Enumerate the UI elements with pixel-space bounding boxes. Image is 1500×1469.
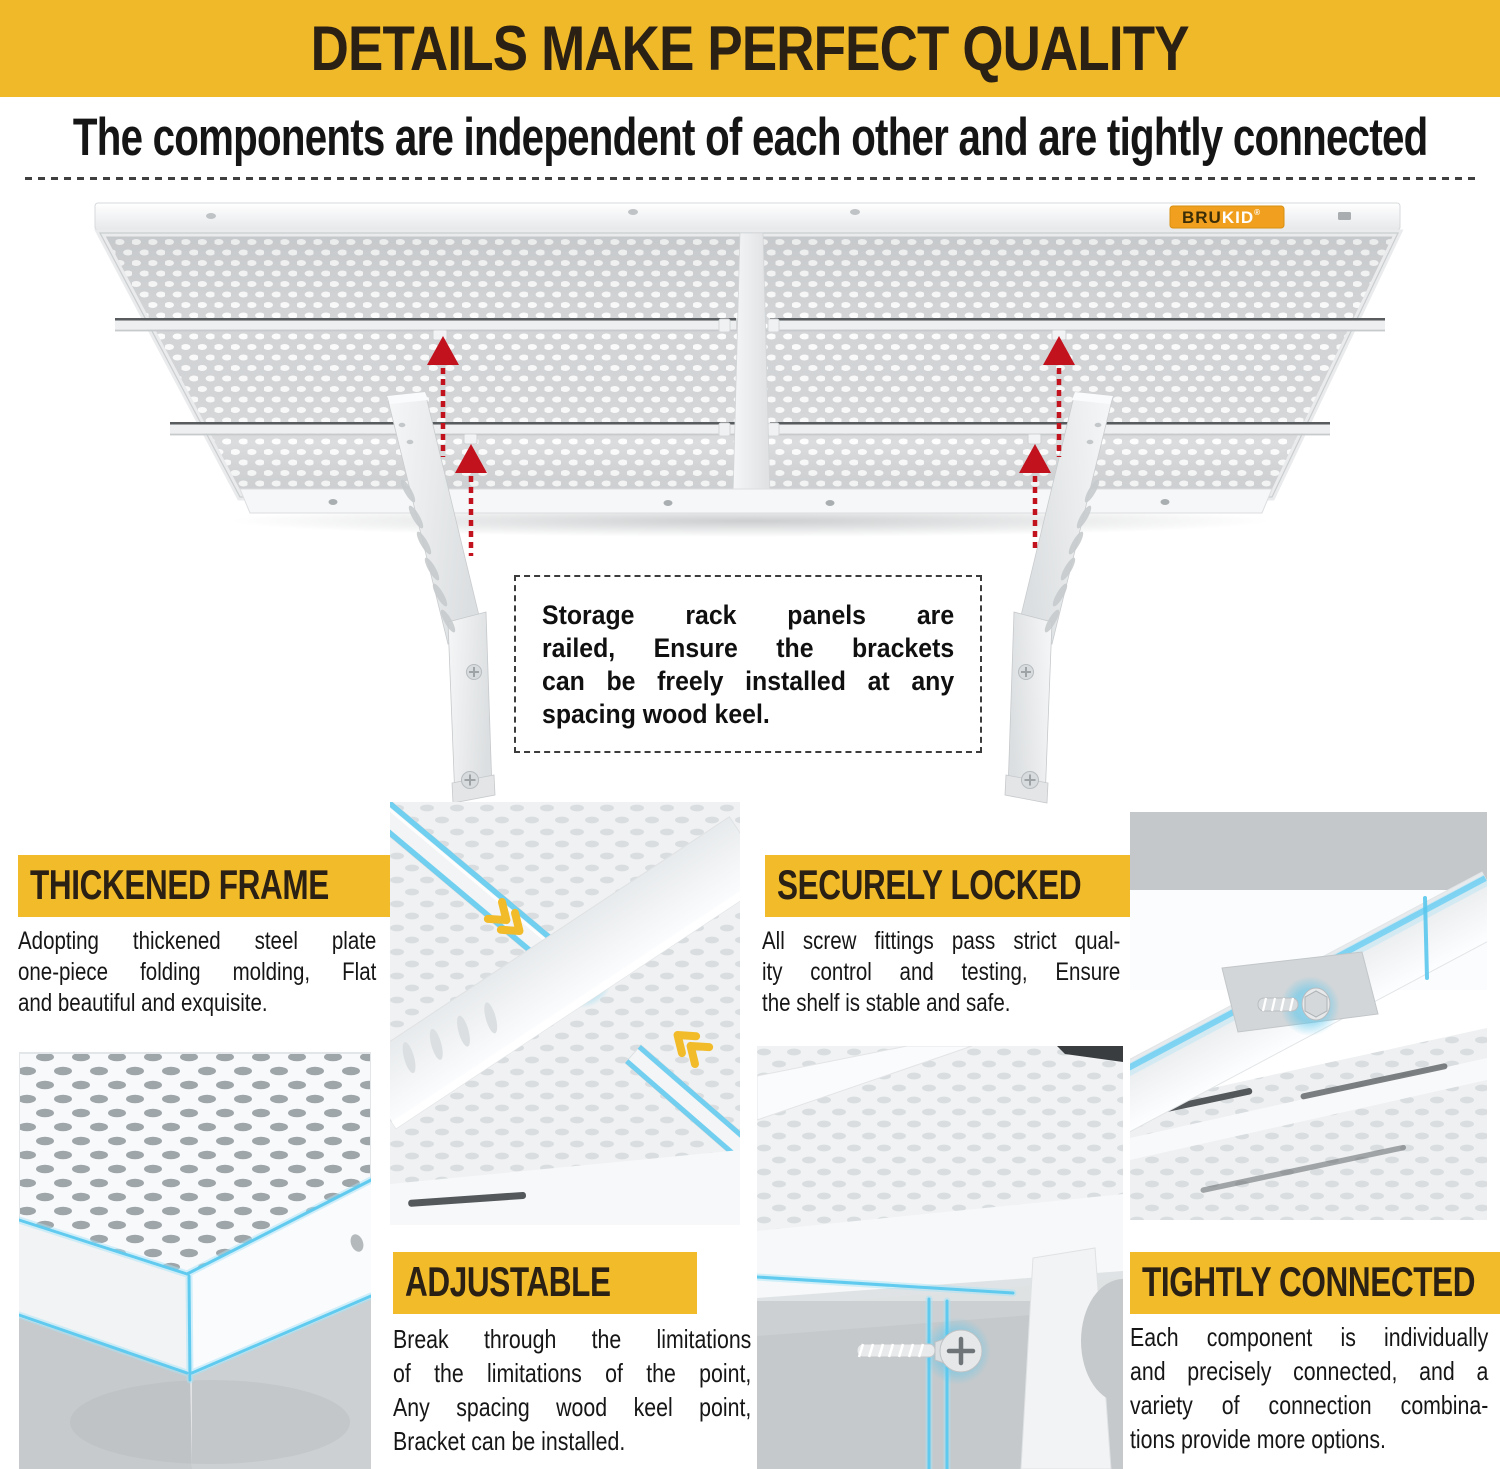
feature-title-tightly-connected: TIGHTLY CONNECTED [1130,1252,1500,1314]
brand-text-bold: BRU [1182,208,1222,227]
panel-bottom-rail [240,489,1272,513]
subtitle-text: The components are independent of each other and are tightly connected [72,107,1428,167]
subtitle-row [0,100,1500,174]
detail-image-panel-corner [0,1050,390,1469]
banner [0,0,1500,97]
glow-edge-vertical [1425,898,1427,978]
brand-reg-mark: ® [1254,208,1262,217]
rail-tab [719,319,730,332]
feature-title-securely-locked: SECURELY LOCKED [765,855,1201,917]
page-title: DETAILS MAKE PERFECT QUALITY [310,13,1190,84]
rail-tab [433,330,447,340]
feature-text-thickened-frame: Adopting thickened steel plate one-piece folding molding, Flat and beautiful and exquisite. [18,927,377,1017]
rail-tab [719,423,730,436]
rail-tab [768,423,779,436]
rail-clip-icon [1338,212,1351,220]
feature-text-securely-locked: All screw fittings pass strict qual- ity control and testing, Ensure the shelf is stable and safe. [762,927,1121,1017]
detail-image-bolt-connection [1130,806,1487,1220]
brand-text-light: KID [1221,208,1255,227]
detail-image-rail-sliding [390,802,740,1225]
rail-tab [464,434,477,444]
note-text: Storage rack panels are railed, Ensure the brackets can be freely installed at any spacing wood keel. [542,600,955,729]
rail-tab [1028,434,1041,444]
center-divider [733,233,770,497]
note-box [514,575,982,753]
feature-title-thickened-frame: THICKENED FRAME [18,855,447,917]
feature-text-tightly-connected: Each component is individually and precisely connected, and a variety of connection combina- tions provide more options. [1130,1322,1489,1454]
feature-title-adjustable: ADJUSTABLE [393,1252,697,1314]
rail-tab [768,319,779,332]
svg-text:BRUKID® [1182,208,1261,227]
dashed-divider [25,177,1475,180]
detail-image-screw-lock [757,1046,1123,1469]
feature-text-adjustable: Break through the limitations of the limitations of the point, Any spacing wood keel point, Bracket can be installed. [393,1324,752,1456]
wall-band [1130,812,1487,903]
corner-shadow [70,1380,350,1464]
